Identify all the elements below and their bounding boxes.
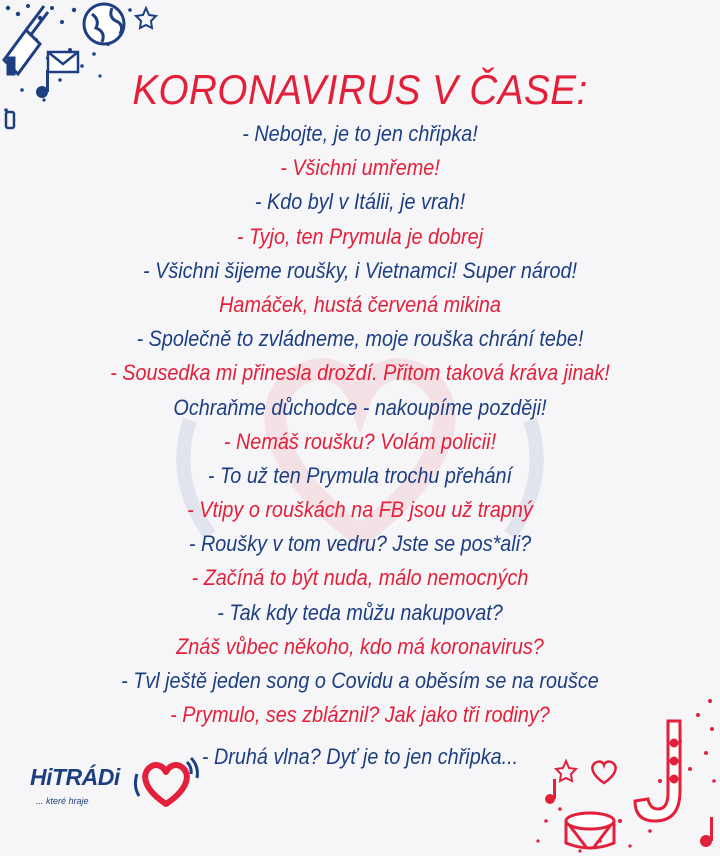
timeline-lines (0, 117, 720, 775)
timeline-line: - Společně to zvládneme, moje rouška chrání tebe! (136, 326, 584, 352)
timeline-line: - Kdo byl v Itálii, je vrah! (254, 189, 466, 215)
timeline-line: - Vtipy o rouškách na FB jsou už trapný (187, 497, 533, 523)
heart-icon (592, 762, 615, 783)
heart-radio-icon (131, 752, 201, 812)
timeline-line: - Druhá vlna? Dyť je to jen chřipka... (201, 744, 519, 770)
timeline-line: Hamáček, hustá červená mikina (219, 291, 501, 317)
guitar-icon (4, 6, 48, 74)
timeline-line: - Tvl ještě jeden song o Covidu a oběsím se na roušce (121, 668, 599, 693)
globe-icon (84, 4, 124, 44)
bottom-right-decoration (530, 681, 720, 856)
timeline-line: - Všichni šijeme roušky, i Vietnamci! Super národ! (143, 257, 577, 283)
music-note-icon (545, 779, 713, 847)
star-icon (556, 761, 576, 781)
timeline-line: - To už ten Prymula trochu přehání (207, 462, 513, 488)
timeline-line: - Nebojte, je to jen chřipka! (242, 121, 478, 146)
timeline-line: - Sousedka mi přinesla droždí. Přitom taková kráva jinak! (110, 360, 610, 386)
timeline-line: - Nemáš roušku? Volám policii! (223, 428, 497, 454)
dot-pattern (536, 699, 715, 853)
timeline-line: - Začíná to být nuda, málo nemocných (191, 565, 529, 591)
star-icon (136, 8, 156, 28)
timeline-line: Znáš vůbec někoho, kdo má koronavirus? (176, 633, 544, 659)
drum-icon (566, 813, 614, 848)
logo-tagline: ... které hraje (36, 796, 89, 806)
timeline-line: Ochraňme důchodce - nakoupíme později! (173, 394, 547, 420)
timeline-line: - Tyjo, ten Prymula je dobrej (236, 223, 484, 249)
hitradi-logo[interactable] (30, 752, 200, 832)
saxophone-icon (635, 721, 680, 821)
logo-wordmark: HiTRÁDi (30, 764, 120, 790)
timeline-line: - Tak kdy teda můžu nakupovat? (217, 599, 503, 625)
timeline-line: - Roušky v tom vedru? Jste se pos*ali? (188, 531, 532, 557)
timeline-line: - Prymulo, ses zbláznil? Jak jako tři rodiny? (170, 702, 550, 728)
timeline-line: - Všichni umřeme! (280, 155, 440, 181)
page-title: KORONAVIRUS V ČASE: (132, 66, 588, 113)
